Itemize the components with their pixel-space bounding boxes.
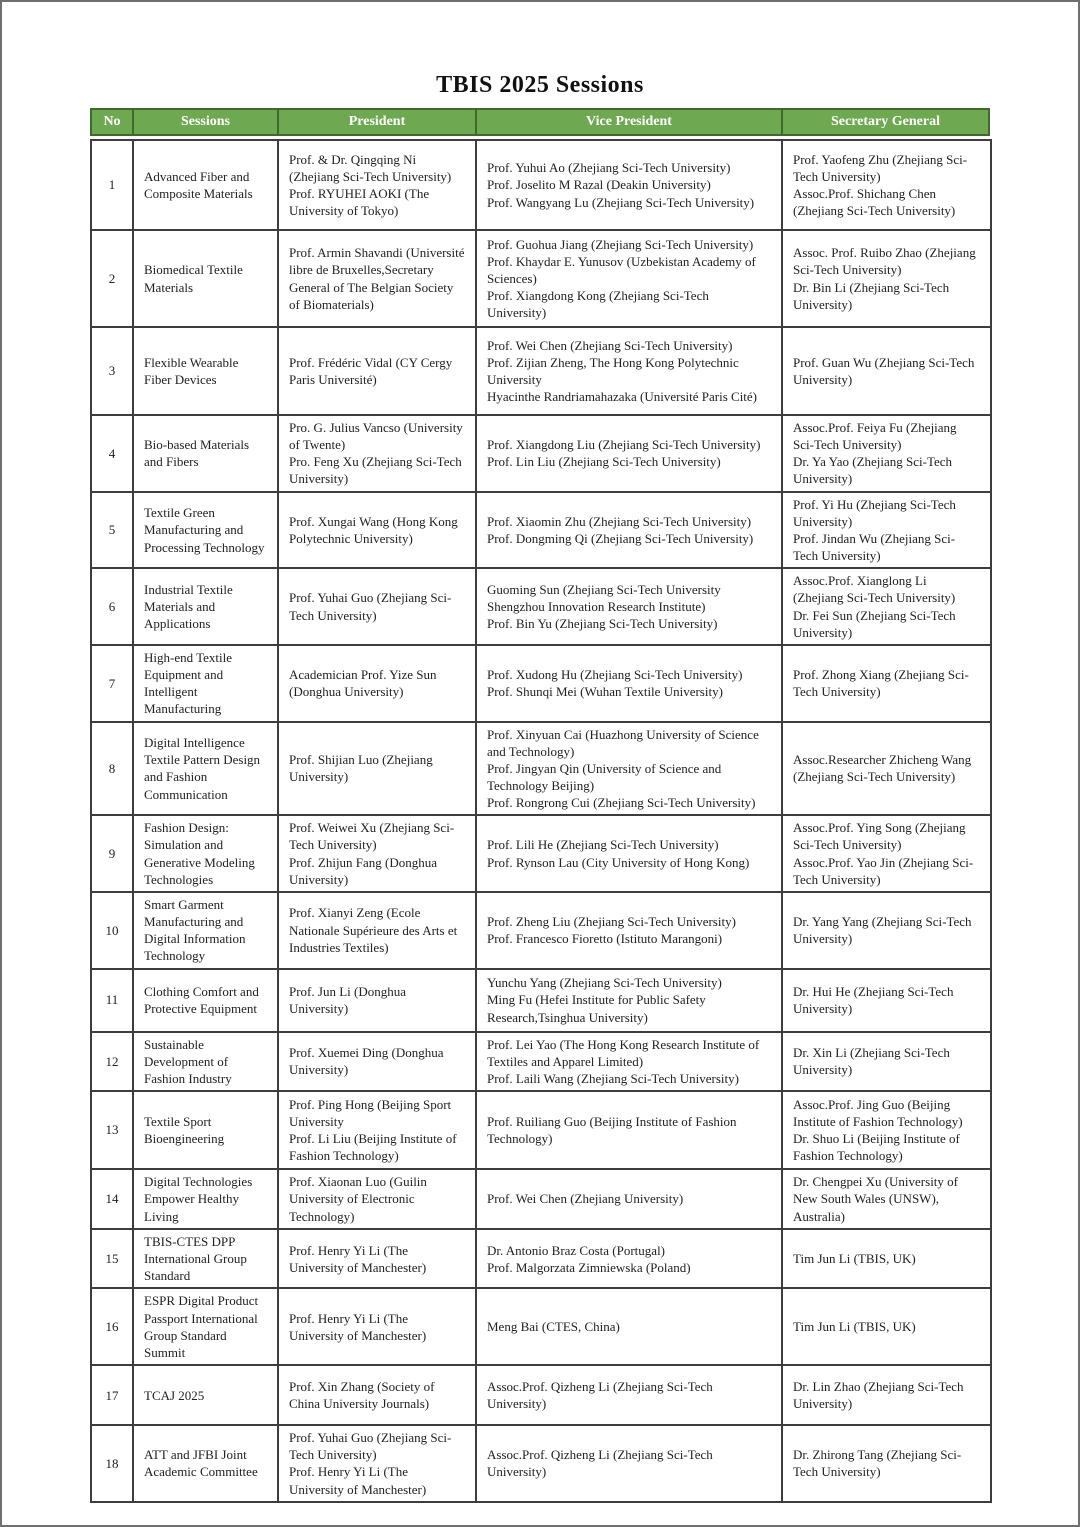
- secretary-general-cell: [782, 327, 991, 415]
- president-cell: [278, 230, 476, 327]
- person-entry: Prof. Henry Yi Li (The University of Manchester): [289, 1310, 427, 1343]
- vice-president-cell: [476, 230, 782, 327]
- person-entry: Prof. Bin Yu (Zhejiang Sci-Tech University): [487, 616, 718, 632]
- vice-president-cell: [476, 1365, 782, 1425]
- president-cell: [278, 1425, 476, 1502]
- person-entry: Prof. Henry Yi Li (The University of Manchester): [289, 1464, 427, 1497]
- row-number-cell: 18: [91, 1425, 133, 1502]
- person-entry: Assoc.Prof. Xianglong Li (Zhejiang Sci-Tech University): [793, 573, 956, 606]
- person-entry: Prof. Zijian Zheng, The Hong Kong Polytechnic University: [487, 354, 739, 387]
- row-number-cell: 4: [91, 415, 133, 492]
- person-entry: Prof. Xinyuan Cai (Huazhong University of Science and Technology): [487, 726, 759, 759]
- table-row: [91, 892, 991, 969]
- session-cell: Textile Sport Bioengineering: [133, 1091, 278, 1169]
- person-entry: Prof. Xin Zhang (Society of China University Journals): [289, 1378, 435, 1412]
- person-entry: Assoc.Prof. Jing Guo (Beijing Institute of Fashion Technology): [793, 1096, 963, 1129]
- session-cell: TCAJ 2025: [133, 1365, 278, 1425]
- person-entry: Prof. Zhong Xiang (Zhejiang Sci-Tech University): [793, 667, 969, 700]
- row-number-cell: 13: [91, 1091, 133, 1169]
- person-entry: Pro. G. Julius Vancso (University of Twente): [289, 420, 463, 453]
- secretary-general-cell: [782, 415, 991, 492]
- person-entry: Prof. Yuhai Guo (Zhejiang Sci-Tech University): [289, 590, 452, 623]
- secretary-general-cell: [782, 492, 991, 569]
- president-cell: [278, 1229, 476, 1288]
- session-cell: Flexible Wearable Fiber Devices: [133, 327, 278, 415]
- president-cell: [278, 568, 476, 645]
- vice-president-cell: [476, 1425, 782, 1502]
- person-entry: Prof. Dongming Qi (Zhejiang Sci-Tech University): [487, 530, 754, 546]
- vice-president-cell: [476, 1091, 782, 1169]
- person-entry: Prof. Weiwei Xu (Zhejiang Sci-Tech University): [289, 820, 455, 853]
- person-entry: Prof. Jindan Wu (Zhejiang Sci-Tech University): [793, 530, 956, 564]
- president-cell: [278, 1365, 476, 1425]
- president-cell: [278, 1032, 476, 1091]
- sessions-table-grid: [90, 139, 992, 1503]
- vice-president-cell: [476, 1032, 782, 1091]
- secretary-general-cell: [782, 1169, 991, 1229]
- person-entry: Prof. Xianyi Zeng (Ecole Nationale Supérieure des Arts et Industries Textiles): [289, 905, 458, 955]
- person-entry: Dr. Antonio Braz Costa (Portugal): [487, 1242, 666, 1258]
- table-row: [91, 1032, 991, 1091]
- row-number-cell: 12: [91, 1032, 133, 1091]
- person-entry: Dr. Fei Sun (Zhejiang Sci-Tech University): [793, 607, 956, 640]
- person-entry: Prof. & Dr. Qingqing Ni (Zhejiang Sci-Tech University): [289, 151, 452, 184]
- vice-president-cell: [476, 1229, 782, 1288]
- row-number-cell: 1: [91, 140, 133, 230]
- vice-president-cell: [476, 892, 782, 969]
- session-cell: TBIS-CTES DPP International Group Standard: [133, 1229, 278, 1288]
- president-cell: [278, 722, 476, 816]
- person-entry: Dr. Yang Yang (Zhejiang Sci-Tech University): [793, 914, 972, 947]
- header-cell-no: No: [90, 108, 132, 136]
- table-row: [91, 415, 991, 492]
- person-entry: Prof. Zheng Liu (Zhejiang Sci-Tech University): [487, 914, 736, 930]
- person-entry: Prof. Xiaomin Zhu (Zhejiang Sci-Tech University): [487, 513, 752, 529]
- person-entry: Academician Prof. Yize Sun (Donghua University): [289, 667, 437, 700]
- secretary-general-cell: [782, 230, 991, 327]
- header-cell-sessions: Sessions: [132, 108, 277, 136]
- table-row: [91, 1425, 991, 1502]
- row-number-cell: 16: [91, 1288, 133, 1365]
- secretary-general-cell: [782, 140, 991, 230]
- row-number-cell: 14: [91, 1169, 133, 1229]
- person-entry: Assoc.Prof. Qizheng Li (Zhejiang Sci-Tech University): [487, 1378, 713, 1412]
- person-entry: Yunchu Yang (Zhejiang Sci-Tech University): [487, 975, 722, 991]
- person-entry: Dr. Lin Zhao (Zhejiang Sci-Tech University): [793, 1378, 964, 1412]
- table-row: [91, 140, 991, 230]
- secretary-general-cell: [782, 1091, 991, 1169]
- president-cell: [278, 815, 476, 892]
- person-entry: Prof. Guan Wu (Zhejiang Sci-Tech University): [793, 354, 975, 387]
- president-cell: [278, 969, 476, 1032]
- secretary-general-cell: [782, 1425, 991, 1502]
- vice-president-cell: [476, 1288, 782, 1365]
- session-cell: Biomedical Textile Materials: [133, 230, 278, 327]
- person-entry: Prof. Rongrong Cui (Zhejiang Sci-Tech University): [487, 795, 756, 811]
- president-cell: [278, 140, 476, 230]
- president-cell: [278, 1169, 476, 1229]
- table-row: [91, 327, 991, 415]
- session-cell: High-end Textile Equipment and Intelligent Manufacturing: [133, 645, 278, 722]
- table-row: [91, 815, 991, 892]
- session-cell: ATT and JFBI Joint Academic Committee: [133, 1425, 278, 1502]
- row-number-cell: 8: [91, 722, 133, 816]
- session-cell: Digital Intelligence Textile Pattern Design and Fashion Communication: [133, 722, 278, 816]
- person-entry: Prof. Joselito M Razal (Deakin University): [487, 177, 711, 193]
- session-cell: Smart Garment Manufacturing and Digital Information Technology: [133, 892, 278, 969]
- person-entry: Assoc.Prof. Yao Jin (Zhejiang Sci-Tech University): [793, 854, 974, 887]
- table-header-row: [90, 108, 990, 136]
- secretary-general-cell: [782, 1288, 991, 1365]
- secretary-general-cell: [782, 645, 991, 722]
- vice-president-cell: [476, 140, 782, 230]
- person-entry: Dr. Bin Li (Zhejiang Sci-Tech University): [793, 279, 950, 312]
- president-cell: [278, 1091, 476, 1169]
- row-number-cell: 7: [91, 645, 133, 722]
- person-entry: Prof. Yuhai Guo (Zhejiang Sci-Tech University): [289, 1430, 452, 1463]
- session-cell: Bio-based Materials and Fibers: [133, 415, 278, 492]
- secretary-general-cell: [782, 1229, 991, 1288]
- table-row: [91, 1229, 991, 1288]
- secretary-general-cell: [782, 568, 991, 645]
- session-cell: Clothing Comfort and Protective Equipment: [133, 969, 278, 1032]
- person-entry: Tim Jun Li (TBIS, UK): [793, 1319, 916, 1335]
- table-row: [91, 568, 991, 645]
- person-entry: Prof. Khaydar E. Yunusov (Uzbekistan Academy of Sciences): [487, 253, 756, 286]
- table-row: [91, 1091, 991, 1169]
- person-entry: Prof. Yi Hu (Zhejiang Sci-Tech University): [793, 496, 956, 529]
- row-number-cell: 6: [91, 568, 133, 645]
- person-entry: Prof. Jingyan Qin (University of Science and Technology Beijing): [487, 760, 722, 793]
- person-entry: Prof. Armin Shavandi (Université libre de Bruxelles,Secretary General of The Belgian Society of Biomaterials): [289, 245, 465, 312]
- table-row: [91, 492, 991, 569]
- person-entry: Dr. Chengpei Xu (University of New South Wales (UNSW), Australia): [793, 1174, 959, 1224]
- row-number-cell: 5: [91, 492, 133, 569]
- person-entry: Assoc.Prof. Ying Song (Zhejiang Sci-Tech University): [793, 820, 966, 853]
- person-entry: Prof. Shijian Luo (Zhejiang University): [289, 752, 433, 785]
- person-entry: Prof. Wangyang Lu (Zhejiang Sci-Tech University): [487, 194, 755, 210]
- vice-president-cell: [476, 722, 782, 816]
- session-cell: ESPR Digital Product Passport International Group Standard Summit: [133, 1288, 278, 1365]
- session-cell: Textile Green Manufacturing and Processing Technology: [133, 492, 278, 569]
- secretary-general-cell: [782, 1365, 991, 1425]
- sessions-table: [90, 108, 990, 1503]
- session-cell: Industrial Textile Materials and Applications: [133, 568, 278, 645]
- secretary-general-cell: [782, 815, 991, 892]
- person-entry: Prof. Yaofeng Zhu (Zhejiang Sci-Tech University): [793, 151, 968, 184]
- person-entry: Assoc.Prof. Qizheng Li (Zhejiang Sci-Tech University): [487, 1447, 713, 1480]
- president-cell: [278, 327, 476, 415]
- row-number-cell: 11: [91, 969, 133, 1032]
- vice-president-cell: [476, 415, 782, 492]
- person-entry: Ming Fu (Hefei Institute for Public Safety Research,Tsinghua University): [487, 992, 706, 1025]
- row-number-cell: 10: [91, 892, 133, 969]
- person-entry: Dr. Zhirong Tang (Zhejiang Sci-Tech University): [793, 1447, 962, 1480]
- person-entry: Assoc. Prof. Ruibo Zhao (Zhejiang Sci-Tech University): [793, 245, 976, 278]
- table-row: [91, 645, 991, 722]
- person-entry: Dr. Ya Yao (Zhejiang Sci-Tech University): [793, 454, 953, 487]
- president-cell: [278, 415, 476, 492]
- header-cell-vice-president: Vice President: [475, 108, 781, 136]
- session-cell: Sustainable Development of Fashion Industry: [133, 1032, 278, 1091]
- person-entry: Prof. Laili Wang (Zhejiang Sci-Tech University): [487, 1070, 739, 1086]
- session-cell: Advanced Fiber and Composite Materials: [133, 140, 278, 230]
- row-number-cell: 9: [91, 815, 133, 892]
- secretary-general-cell: [782, 1032, 991, 1091]
- header-cell-president: President: [277, 108, 475, 136]
- table-row: [91, 1288, 991, 1365]
- person-entry: Dr. Shuo Li (Beijing Institute of Fashion Technology): [793, 1131, 960, 1164]
- person-entry: Prof. Li Liu (Beijing Institute of Fashion Technology): [289, 1131, 457, 1164]
- row-number-cell: 2: [91, 230, 133, 327]
- person-entry: Prof. Xudong Hu (Zhejiang Sci-Tech University): [487, 667, 743, 683]
- secretary-general-cell: [782, 969, 991, 1032]
- vice-president-cell: [476, 815, 782, 892]
- vice-president-cell: [476, 645, 782, 722]
- row-number-cell: 17: [91, 1365, 133, 1425]
- table-row: [91, 969, 991, 1032]
- table-row: [91, 230, 991, 327]
- person-entry: Prof. Yuhui Ao (Zhejiang Sci-Tech University): [487, 160, 731, 176]
- person-entry: Tim Jun Li (TBIS, UK): [793, 1251, 916, 1267]
- secretary-general-cell: [782, 722, 991, 816]
- person-entry: Assoc.Prof. Shichang Chen (Zhejiang Sci-Tech University): [793, 186, 956, 219]
- session-cell: Digital Technologies Empower Healthy Living: [133, 1169, 278, 1229]
- person-entry: Prof. Ping Hong (Beijing Sport University: [289, 1096, 452, 1129]
- person-entry: Prof. Malgorzata Zimniewska (Poland): [487, 1259, 691, 1275]
- vice-president-cell: [476, 327, 782, 415]
- person-entry: Dr. Xin Li (Zhejiang Sci-Tech University): [793, 1045, 950, 1078]
- person-entry: Dr. Hui He (Zhejiang Sci-Tech University): [793, 983, 954, 1017]
- vice-president-cell: [476, 1169, 782, 1229]
- person-entry: Prof. Xuemei Ding (Donghua University): [289, 1045, 444, 1078]
- person-entry: Prof. Wei Chen (Zhejiang University): [487, 1191, 684, 1207]
- table-row: [91, 722, 991, 816]
- person-entry: Pro. Feng Xu (Zhejiang Sci-Tech University): [289, 454, 462, 487]
- page-title: TBIS 2025 Sessions: [436, 72, 644, 98]
- vice-president-cell: [476, 492, 782, 569]
- person-entry: Prof. Lili He (Zhejiang Sci-Tech University): [487, 837, 719, 853]
- president-cell: [278, 645, 476, 722]
- person-entry: Prof. Xungai Wang (Hong Kong Polytechnic University): [289, 513, 458, 546]
- table-row: [91, 1365, 991, 1425]
- person-entry: Prof. Xiaonan Luo (Guilin University of Electronic Technology): [289, 1174, 427, 1224]
- person-entry: Prof. Guohua Jiang (Zhejiang Sci-Tech University): [487, 236, 754, 252]
- person-entry: Prof. Henry Yi Li (The University of Manchester): [289, 1242, 427, 1275]
- table-row: [91, 1169, 991, 1229]
- row-number-cell: 3: [91, 327, 133, 415]
- vice-president-cell: [476, 969, 782, 1032]
- person-entry: Prof. Jun Li (Donghua University): [289, 983, 406, 1017]
- header-cell-secretary-general: Secretary General: [781, 108, 990, 136]
- person-entry: Prof. Xiangdong Kong (Zhejiang Sci-Tech University): [487, 288, 709, 321]
- president-cell: [278, 492, 476, 569]
- row-number-cell: 15: [91, 1229, 133, 1288]
- person-entry: Prof. RYUHEI AOKI (The University of Tokyo): [289, 186, 430, 219]
- person-entry: Prof. Frédéric Vidal (CY Cergy Paris Université): [289, 354, 453, 387]
- person-entry: Prof. Xiangdong Liu (Zhejiang Sci-Tech University): [487, 437, 761, 453]
- president-cell: [278, 1288, 476, 1365]
- person-entry: Meng Bai (CTES, China): [487, 1319, 620, 1335]
- person-entry: Hyacinthe Randriamahazaka (Université Paris Cité): [487, 389, 758, 405]
- person-entry: Prof. Zhijun Fang (Donghua University): [289, 854, 438, 887]
- person-entry: Prof. Lei Yao (The Hong Kong Research Institute of Textiles and Apparel Limited): [487, 1036, 760, 1069]
- session-cell: Fashion Design: Simulation and Generative Modeling Technologies: [133, 815, 278, 892]
- president-cell: [278, 892, 476, 969]
- person-entry: Assoc.Researcher Zhicheng Wang (Zhejiang Sci-Tech University): [793, 752, 972, 785]
- person-entry: Prof. Shunqi Mei (Wuhan Textile University): [487, 684, 723, 700]
- person-entry: Prof. Francesco Fioretto (Istituto Marangoni): [487, 931, 723, 947]
- person-entry: Assoc.Prof. Feiya Fu (Zhejiang Sci-Tech University): [793, 420, 957, 453]
- vice-president-cell: [476, 568, 782, 645]
- person-entry: Prof. Ruiliang Guo (Beijing Institute of Fashion Technology): [487, 1113, 737, 1146]
- sessions-table-body: [91, 140, 991, 1502]
- person-entry: Prof. Lin Liu (Zhejiang Sci-Tech University): [487, 454, 721, 470]
- person-entry: Guoming Sun (Zhejiang Sci-Tech University Shengzhou Innovation Research Institute): [487, 581, 721, 614]
- person-entry: Prof. Rynson Lau (City University of Hong Kong): [487, 854, 750, 870]
- secretary-general-cell: [782, 892, 991, 969]
- person-entry: Prof. Wei Chen (Zhejiang Sci-Tech University): [487, 337, 733, 353]
